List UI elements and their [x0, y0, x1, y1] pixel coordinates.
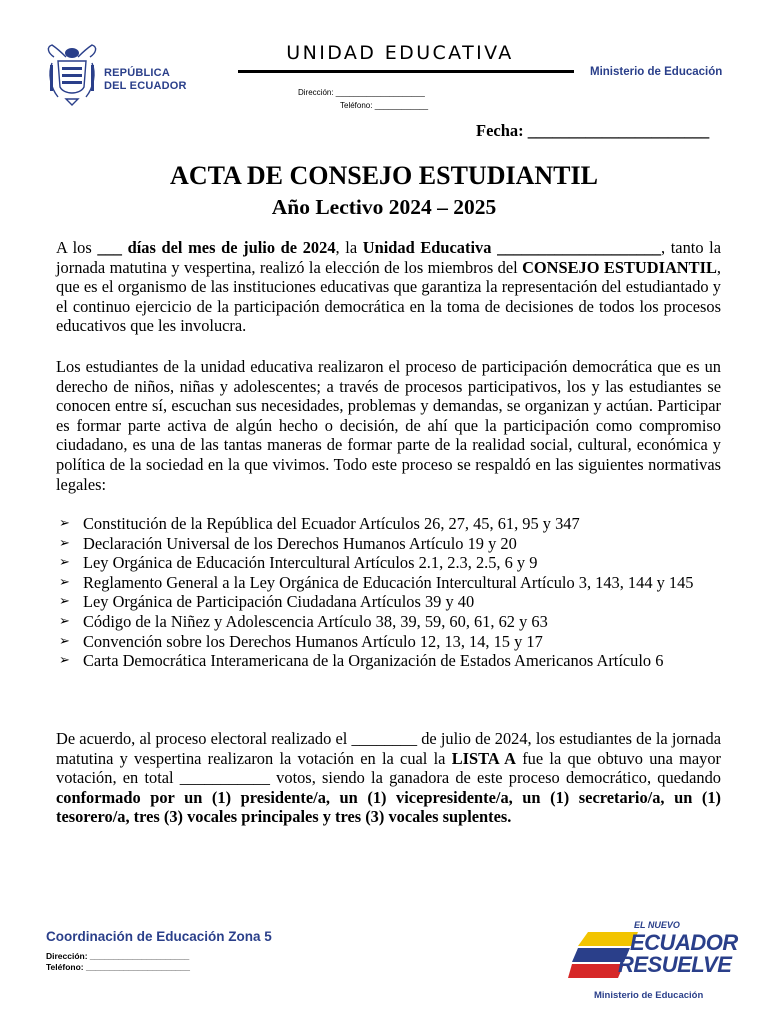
- p1-bold-3: CONSEJO ESTUDIANTIL: [522, 257, 717, 277]
- slogan-small: EL NUEVO: [634, 920, 680, 930]
- arrow-bullet-icon: ➢: [59, 653, 70, 669]
- p1-bold-2: Unidad Educativa ____________________: [362, 238, 661, 257]
- coat-of-arms-icon: [44, 43, 100, 107]
- arrow-bullet-icon: ➢: [59, 613, 70, 629]
- law-list-item: [56, 592, 721, 612]
- law-list-item: [56, 632, 721, 652]
- date-field: [476, 121, 709, 141]
- footer-phone-line: Teléfono: ______________________: [46, 962, 190, 972]
- arrow-bullet-icon: ➢: [59, 516, 70, 531]
- school-title: UNIDAD EDUCATIVA: [286, 42, 514, 64]
- slogan-ecuador: ECUADOR: [630, 930, 738, 955]
- law-text: Carta Democrática Interamericana de la Organización de Estados Americanos Artículo 6: [83, 651, 664, 671]
- ministry-footer-label: Ministerio de Educación: [594, 990, 704, 1001]
- p3-text-1: De acuerdo, al proceso electoral realizado el ________ de julio de 2024, los estudiantes de la jornada matutina y vespertina realizaron la votación en la cual la: [56, 729, 721, 768]
- p1-bold-1: ___ días del mes de julio de 2024: [97, 238, 336, 257]
- law-text: Convención sobre los Derechos Humanos Artículo 12, 13, 14, 15 y 17: [83, 631, 543, 651]
- law-list-item: [56, 553, 721, 573]
- school-name-blank-line: [238, 70, 574, 73]
- arrow-bullet-icon: ➢: [59, 555, 70, 571]
- law-text: Ley Orgánica de Educación Intercultural Artículos 2.1, 2.3, 2.5, 6 y 9: [83, 553, 538, 573]
- p3-bold-2: conformado por un (1) presidente/a, un (1) vicepresidente/a, un (1) secretario/a, un (1) tesorero/a, tres (3) vocales principales y tres (3) vocales suplentes.: [56, 787, 721, 827]
- arrow-bullet-icon: ➢: [59, 633, 70, 649]
- header-address-line: Dirección: ____________________: [298, 88, 425, 97]
- arrow-bullet-icon: ➢: [59, 594, 70, 610]
- law-text: Código de la Niñez y Adolescencia Artículo 38, 39, 59, 60, 61, 62 y 63: [83, 611, 548, 631]
- paragraph-results: [56, 729, 721, 827]
- law-text: Declaración Universal de los Derechos Humanos Artículo 19 y 20: [83, 533, 517, 553]
- law-list-item: [56, 612, 721, 632]
- logo-line-2: DEL ECUADOR: [104, 80, 187, 92]
- law-list-item: [56, 514, 721, 534]
- slogan-resuelve: RESUELVE: [618, 952, 732, 977]
- date-blank: ______________________: [523, 121, 710, 140]
- p1-text-3: , tanto la jornada matutina y vespertina, realizó la elección de los miembros del: [56, 238, 722, 277]
- law-text: Ley Orgánica de Participación Ciudadana Artículos 39 y 40: [83, 592, 475, 612]
- document-subtitle: Año Lectivo 2024 – 2025: [271, 195, 497, 219]
- document-title: ACTA DE CONSEJO ESTUDIANTIL: [170, 161, 598, 190]
- p1-text-2: , la: [335, 238, 363, 257]
- legal-norms-list: [56, 514, 721, 671]
- paragraph-intro: [56, 238, 721, 336]
- ministry-header-label: Ministerio de Educación: [590, 66, 723, 78]
- coordination-label: Coordinación de Educación Zona 5: [46, 929, 272, 944]
- p3-text-2: fue la que obtuvo una mayor votación, en total ___________ votos, siendo la ganadora de este proceso democrático, quedando: [56, 748, 721, 788]
- p1-text-1: A los: [56, 238, 98, 257]
- law-list-item: [56, 534, 721, 554]
- arrow-bullet-icon: ➢: [59, 535, 70, 551]
- arrow-bullet-icon: ➢: [59, 574, 70, 590]
- law-list-item: [56, 573, 721, 593]
- footer-address-line: Dirección: _____________________: [46, 951, 190, 961]
- republica-ecuador-logo: [44, 43, 189, 107]
- p1-text-4: , que es el organismo de las instituciones educativas que garantiza la representación del estudiantado y el continuo ejercicio de la participación democrática en la toma de decisiones de todos los procesos educativos que les involucra.: [56, 257, 721, 336]
- law-text: Constitución de la República del Ecuador Artículos 26, 27, 45, 61, 95 y 347: [83, 514, 580, 533]
- header-phone-line: Teléfono: ____________: [340, 101, 429, 110]
- ecuador-resuelve-logo: [568, 920, 738, 980]
- law-list-item: [56, 651, 721, 671]
- law-text: Reglamento General a la Ley Orgánica de Educación Intercultural Artículo 3, 143, 144 y 145: [83, 572, 694, 592]
- republica-ecuador-text: [104, 67, 187, 93]
- paragraph-participation: Los estudiantes de la unidad educativa realizaron el proceso de participación democrática que es un derecho de niños, niñas y adolescentes; a través de procesos participativos, los y las estudiantes se conocen entre sí, escuchan sus necesidades, problemas y demandas, se organizan y actúan. Participar es formar parte activa de algún hecho o decisión, de ahí que la participación como compromiso ciudadano, es una de las tantas maneras de formar parte de la realidad social, cultural, económica y política de la sociedad en la que vivimos. Todo este proceso se respaldó en las siguientes normativas legales:: [56, 357, 721, 494]
- p3-bold-1: LISTA A: [451, 748, 516, 768]
- date-label: Fecha:: [476, 121, 524, 140]
- logo-line-1: REPÚBLICA: [104, 67, 170, 79]
